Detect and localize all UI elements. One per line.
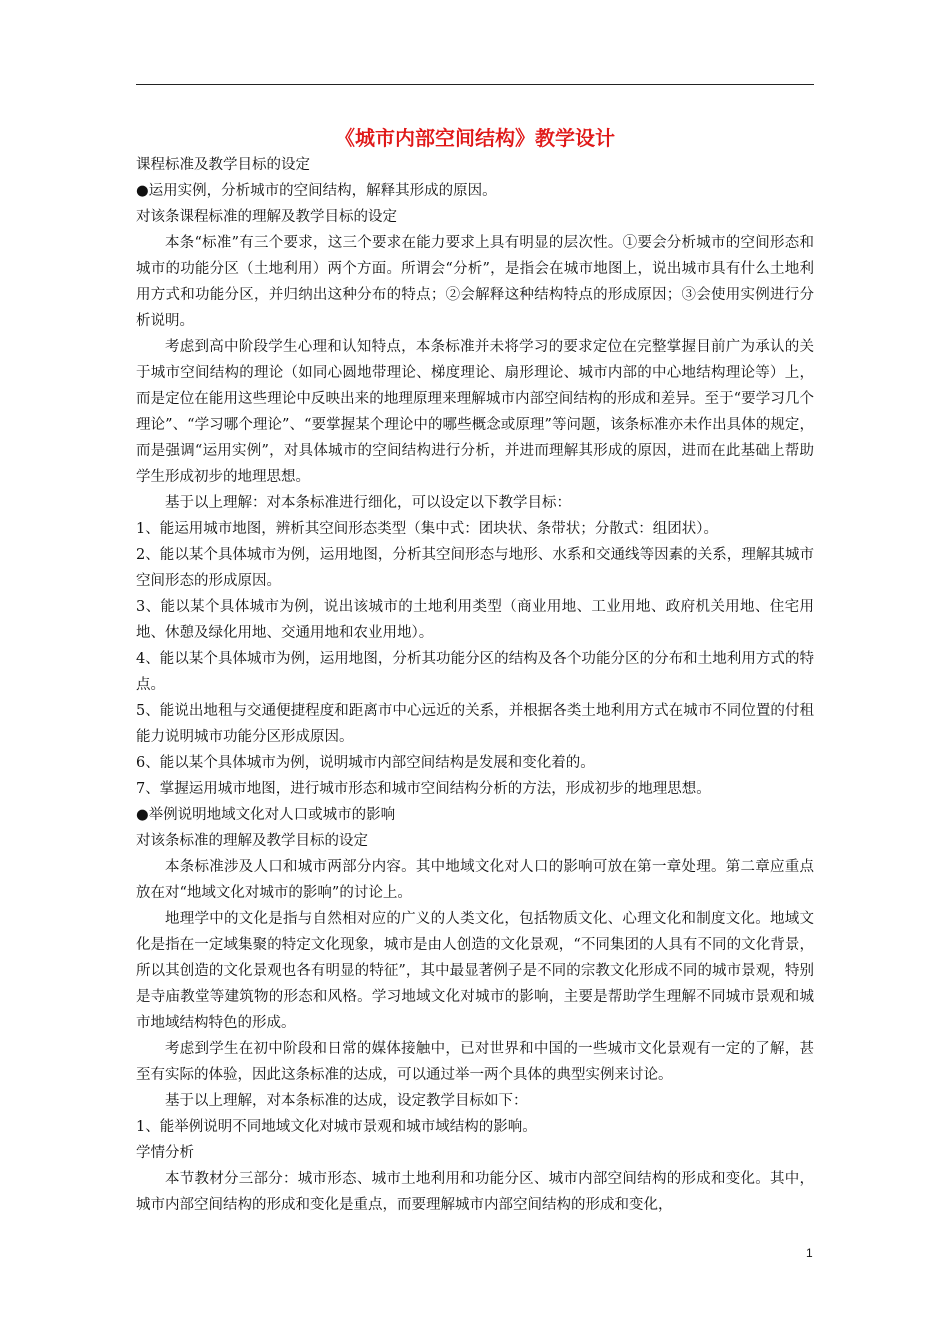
paragraph: ●运用实例，分析城市的空间结构，解释其形成的原因。 (136, 183, 497, 199)
paragraph: 6、能以某个具体城市为例，说明城市内部空间结构是发展和变化着的。 (136, 755, 595, 771)
paragraph: 7、掌握运用城市地图，进行城市形态和城市空间结构分析的方法，形成初步的地理思想。 (136, 781, 711, 797)
paragraph: 4、能以某个具体城市为例，运用地图，分析其功能分区的结构及各个功能分区的分布和土地利用方式的特点。 (136, 651, 814, 693)
paragraph: 考虑到高中阶段学生心理和认知特点，本条标准并未将学习的要求定位在完整掌握目前广为承认的关于城市空间结构的理论（如同心圆地带理论、梯度理论、扇形理论、城市内部的中心地结构理论等）上，而是定位在能用这些理论中反映出来的地理原理来理解城市内部空间结构的形成和差异。至于“要学习几个理论”、“学习哪个理论”、“要掌握某个理论中的哪些概念或原理”等问题，该条标准亦未作出具体的规定，而是强调“运用实例”，对具体城市的空间结构进行分析，并进而理解其形成的原因，进而在此基础上帮助学生形成初步的地理思想。 (136, 339, 814, 485)
paragraph: 3、能以某个具体城市为例，说出该城市的土地利用类型（商业用地、工业用地、政府机关用地、住宅用地、休憩及绿化用地、交通用地和农业用地）。 (136, 599, 814, 641)
paragraph: 基于以上理解，对本条标准的达成，设定教学目标如下： (165, 1093, 528, 1109)
paragraph: 考虑到学生在初中阶段和日常的媒体接触中，已对世界和中国的一些城市文化景观有一定的了解，甚至有实际的体验，因此这条标准的达成，可以通过举一两个具体的典型实例来讨论。 (136, 1041, 814, 1083)
paragraph: 1、能举例说明不同地域文化对城市景观和城市域结构的影响。 (136, 1119, 537, 1135)
header-rule (136, 84, 814, 85)
paragraph: 本节教材分三部分：城市形态、城市土地利用和功能分区、城市内部空间结构的形成和变化。其中，城市内部空间结构的形成和变化是重点，而要理解城市内部空间结构的形成和变化， (136, 1171, 814, 1213)
paragraph: 5、能说出地租与交通便捷程度和距离市中心远近的关系，并根据各类土地利用方式在城市不同位置的付租能力说明城市功能分区形成原因。 (136, 703, 814, 745)
paragraph: 本条标准涉及人口和城市两部分内容。其中地域文化对人口的影响可放在第一章处理。第二章应重点放在对“地域文化对城市的影响”的讨论上。 (136, 859, 814, 901)
paragraph: 本条“标准”有三个要求，这三个要求在能力要求上具有明显的层次性。①要会分析城市的空间形态和城市的功能分区（土地利用）两个方面。所谓会“分析”，是指会在城市地图上，说出城市具有什么土地利用方式和功能分区，并归纳出这种分布的特点；②会解释这种结构特点的形成原因；③会使用实例进行分析说明。 (136, 235, 814, 329)
paragraph: 对该条课程标准的理解及教学目标的设定 (136, 209, 397, 225)
paragraph: 学情分析 (136, 1145, 194, 1161)
paragraph: 2、能以某个具体城市为例，运用地图，分析其空间形态与地形、水系和交通线等因素的关系，理解其城市空间形态的形成原因。 (136, 547, 814, 589)
paragraph: 1、能运用城市地图，辨析其空间形态类型（集中式：团块状、条带状；分散式：组团状）。 (136, 521, 718, 537)
paragraph-list (136, 152, 814, 1218)
document-body (136, 124, 814, 1218)
paragraph: 课程标准及教学目标的设定 (136, 157, 310, 173)
paragraph: ●举例说明地域文化对人口或城市的影响 (136, 807, 396, 823)
paragraph: 对该条标准的理解及教学目标的设定 (136, 833, 368, 849)
paragraph: 地理学中的文化是指与自然相对应的广义的人类文化，包括物质文化、心理文化和制度文化。地域文化是指在一定域集聚的特定文化现象，城市是由人创造的文化景观，“不同集团的人具有不同的文化背景，所以其创造的文化景观也各有明显的特征”，其中最显著例子是不同的宗教文化形成不同的城市景观，特别是寺庙教堂等建筑物的形态和风格。学习地域文化对城市的影响，主要是帮助学生理解不同城市景观和城市地域结构特色的形成。 (136, 911, 814, 1031)
page-number: 1 (806, 1246, 813, 1260)
document-title: 《城市内部空间结构》教学设计 (335, 126, 615, 150)
paragraph: 基于以上理解：对本条标准进行细化，可以设定以下教学目标： (165, 495, 571, 511)
